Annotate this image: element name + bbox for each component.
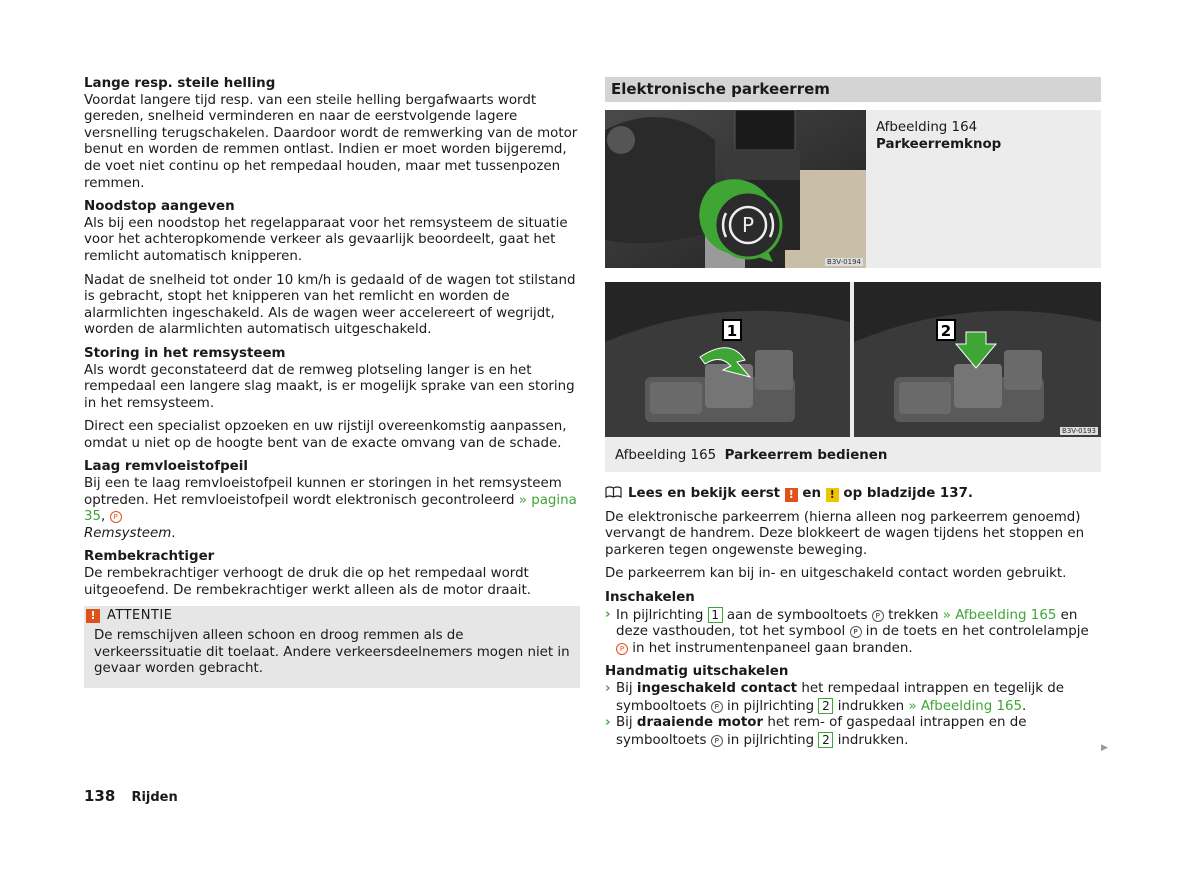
warning-yellow-icon: ! xyxy=(826,488,839,502)
bullet-arrow-icon: › xyxy=(605,680,611,696)
section-noodstop xyxy=(84,199,580,339)
dashboard-illustration xyxy=(605,110,866,268)
step-2-marker: 2 xyxy=(818,698,833,714)
p-symbol-icon: P xyxy=(850,626,862,638)
text-noodstop-2: Nadat de snelheid tot onder 10 km/h is gedaald of de wagen tot stilstand is gebracht, stopt het knipperen van het remlicht en worden de alarmlichten ingeschakeld. Als de wagen weer accelereert of wegrijdt, worden de alarmlichten automatisch uitgeschakeld. xyxy=(84,272,576,338)
book-icon xyxy=(605,486,622,498)
figure-165-label: Afbeelding 165 xyxy=(615,448,717,463)
figure-165 xyxy=(605,282,1101,472)
p-symbol-icon: P xyxy=(711,701,723,713)
chapter-name: Rijden xyxy=(131,790,178,805)
attentie-text: De remschijven alleen schoon en droog remmen als de verkeerssituatie dit toelaat. Andere verkeersdeelnemers mogen niet in gevaar worden gebracht. xyxy=(94,628,570,677)
text-usage: De parkeerrem kan bij in- en uitgeschakeld contact worden gebruikt. xyxy=(605,566,1067,582)
link-pagina-35[interactable]: » pagina 35 xyxy=(84,492,577,525)
figure-165-code: B3V-0193 xyxy=(1062,427,1096,435)
text-lange-helling: Voordat langere tijd resp. van een steile helling bergafwaarts wordt gereden, snelheid verminderen en naar de eerstvolgende lagere versnelling terugschakelen. Daardoor wordt de remwerking van de motor benut en worden de remmen ontlast. Indien er moet worden bijgeremd, de voet niet continu op het rempedaal houden, maar met tussenpozen remmen. xyxy=(84,92,578,191)
link-afbeelding-165[interactable]: » Afbeelding 165 xyxy=(908,698,1023,714)
section-storing xyxy=(84,346,580,453)
parking-brake-step-2-photo xyxy=(854,282,1101,437)
text-description: De elektronische parkeerrem (hierna alleen nog parkeerrem genoemd) vervangt de handrem. Deze blokkeert de wagen tijdens het stoppen en parkeren tegen ongewenste beweging. xyxy=(605,509,1085,558)
parking-brake-step-1-photo xyxy=(605,282,850,437)
read-first-line: Lees en bekijk eerst ! en ! op bladzijde 137. xyxy=(605,486,1101,503)
bullet-arrow-icon: › xyxy=(605,715,611,731)
left-column xyxy=(84,76,580,688)
figure-164-label: Afbeelding 164 xyxy=(876,120,978,135)
list-item: › Bij draaiende motor het rem- of gaspedaal intrappen en de symbooltoets P in pijlrichting 2 indrukken. xyxy=(605,715,1027,748)
continue-arrow-icon: ▶ xyxy=(1101,743,1108,753)
heading-noodstop: Noodstop aangeven xyxy=(84,199,235,215)
section-inschakelen xyxy=(605,590,1101,657)
heading-uitschakelen: Handmatig uitschakelen xyxy=(605,664,789,680)
attentie-header xyxy=(84,606,580,626)
p-symbol-icon: P xyxy=(711,735,723,747)
step-1-marker: 1 xyxy=(708,607,723,623)
parking-brake-button-photo xyxy=(605,110,866,268)
text-remsysteem: Remsysteem xyxy=(84,525,172,541)
step-2-marker: 2 xyxy=(818,732,833,748)
heading-inschakelen: Inschakelen xyxy=(605,589,695,605)
figure-164-caption xyxy=(876,120,1086,153)
heading-remvloeistof: Laag remvloeistofpeil xyxy=(84,459,248,475)
step-2-illustration xyxy=(854,282,1101,437)
list-item: › In pijlrichting 1 aan de symbooltoets P trekken » Afbeelding 165 en deze vasthouden, tot het symbool P in de toets en het controlelampje P in het instrumentenpaneel gaan branden. xyxy=(605,606,1089,656)
step-2-number: 2 xyxy=(940,322,952,340)
figure-164-code: B3V-0194 xyxy=(827,258,861,266)
section-title-bar: Elektronische parkeerrem xyxy=(605,77,1101,102)
figure-165-caption xyxy=(615,448,887,465)
heading-storing: Storing in het remsysteem xyxy=(84,345,286,361)
step-1-illustration xyxy=(605,282,850,437)
figure-165-title: Parkeerrem bedienen xyxy=(724,448,888,463)
warning-icon: ! xyxy=(86,609,100,623)
right-column xyxy=(605,76,1101,756)
list-item: › Bij ingeschakeld contact het rempedaal intrappen en tegelijk de symbooltoets P in pijlrichting 2 indrukken » Afbeelding 165. xyxy=(605,680,1064,714)
text-storing-1: Als wordt geconstateerd dat de remweg plotseling langer is en het rempedaal een langere slag maakt, is er mogelijk sprake van een storing in het remsysteem. xyxy=(84,362,575,411)
section-uitschakelen xyxy=(605,664,1101,749)
brake-warning-icon: P xyxy=(616,643,628,655)
svg-text:P: P xyxy=(741,213,755,237)
text-storing-2: Direct een specialist opzoeken en uw rijstijl overeenkomstig aanpassen, omdat u niet op de hoogte bent van de exacte omvang van de schade. xyxy=(84,419,567,451)
step-1-number: 1 xyxy=(726,322,738,340)
link-afbeelding-165[interactable]: » Afbeelding 165 xyxy=(942,607,1057,623)
section-remvloeistof xyxy=(84,459,580,542)
figure-164 xyxy=(605,110,1101,268)
heading-lange-helling: Lange resp. steile helling xyxy=(84,76,276,91)
section-rembekrachtiger xyxy=(84,549,580,599)
warning-red-icon: ! xyxy=(785,488,798,502)
attentie-box xyxy=(84,606,580,688)
bullet-arrow-icon: › xyxy=(605,606,611,622)
p-symbol-icon: P xyxy=(872,610,884,622)
text-remvloeistof: Bij een te laag remvloeistofpeil kunnen er storingen in het remsysteem optreden. Het remvloeistofpeil wordt elektronisch gecontroleerd » pagina 35, P Remsysteem. xyxy=(84,476,577,541)
section-lange-helling xyxy=(84,76,580,192)
brake-warning-icon: P xyxy=(110,511,122,523)
text-noodstop-1: Als bij een noodstop het regelapparaat voor het remsysteem de situatie voor het achteropkomende verkeer als gevaarlijk beoordeelt, gaat het remlicht automatisch knipperen. xyxy=(84,215,568,264)
figure-164-title: Parkeerremknop xyxy=(876,136,1002,152)
page-number: 138 xyxy=(84,787,116,805)
attentie-title: ATTENTIE xyxy=(107,607,173,623)
heading-rembekrachtiger: Rembekrachtiger xyxy=(84,549,215,565)
page-footer xyxy=(84,788,178,807)
text-rembekrachtiger: De rembekrachtiger verhoogt de druk die op het rempedaal wordt uitgeoefend. De rembekrachtiger werkt alleen als de motor draait. xyxy=(84,566,531,598)
